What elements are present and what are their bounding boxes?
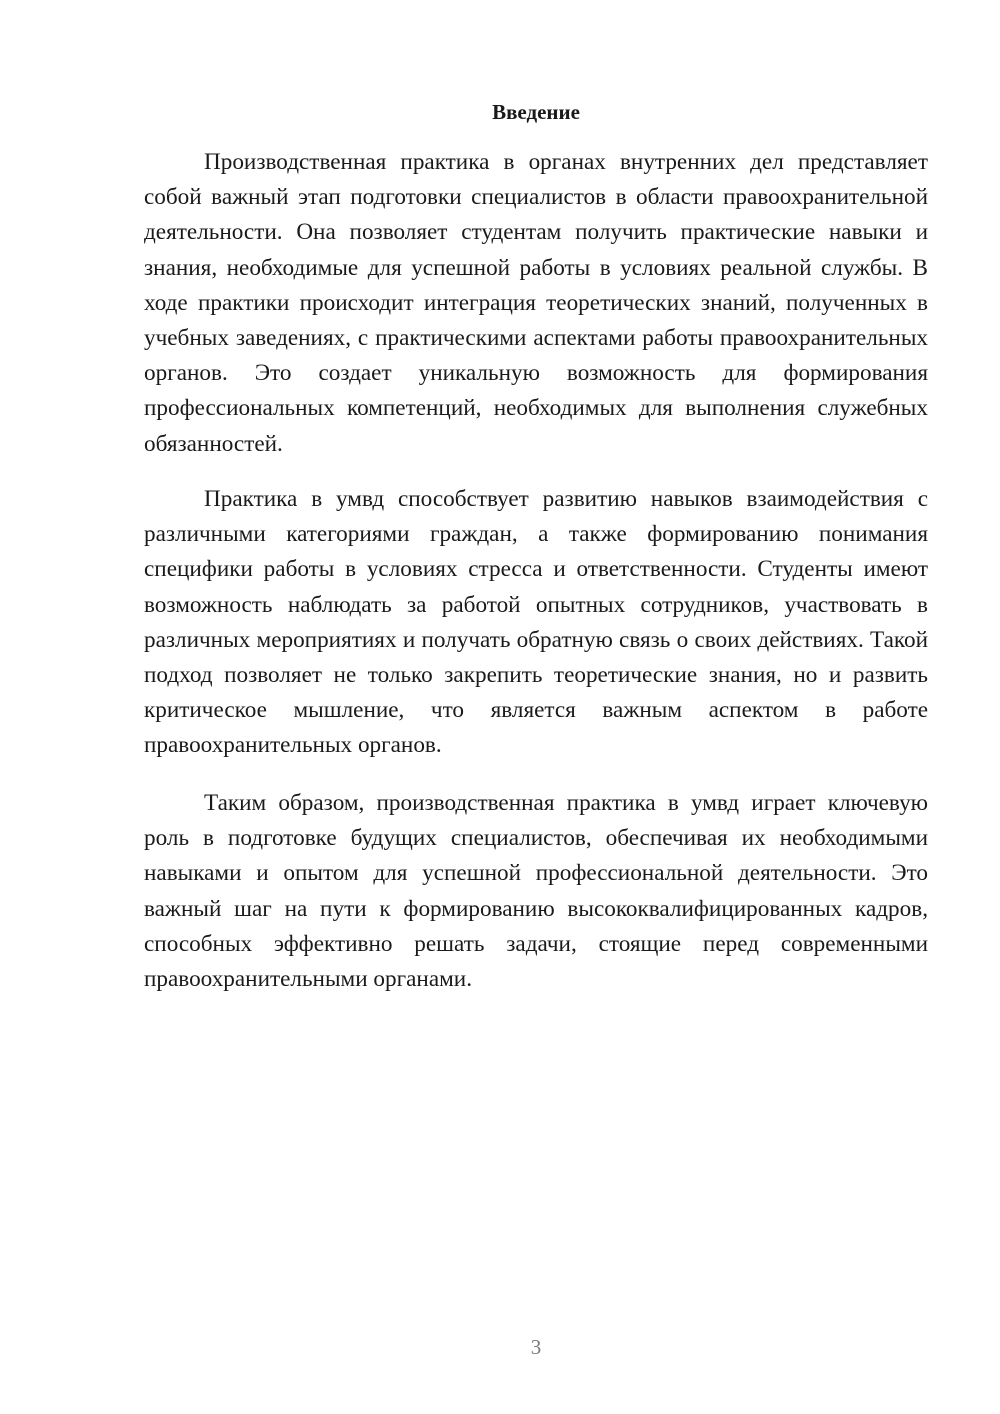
paragraph-1: Производственная практика в органах внутренних дел представляет собой важный этап подготовки специалистов в области правоохранительной деятельности. Она позволяет студентам получить практические навыки и знания, необходимые для успешной работы в условиях реальной службы. В ходе практики происходит интеграция теоретических знаний, полученных в учебных заведениях, с практическими аспектами работы правоохранительных органов. Это создает уникальную возможность для формирования профессиональных компетенций, необходимых для выполнения служебных обязанностей. [144,149,928,457]
paragraph-3: Таким образом, производственная практика в умвд играет ключевую роль в подготовке будущих специалистов, обеспечивая их необходимыми навыками и опытом для успешной профессиональной деятельности. Это важный шаг на пути к формированию высококвалифицированных кадров, способных эффективно решать задачи, стоящие перед современными правоохранительными органами. [144,790,928,993]
paragraph-2: Практика в умвд способствует развитию навыков взаимодействия с различными категориями граждан, а также формированию понимания специфики работы в условиях стресса и ответственности. Студенты имеют возможность наблюдать за работой опытных сотрудников, участвовать в различных мероприятиях и получать обратную связь о своих действиях. Такой подход позволяет не только закрепить теоретические знания, но и развить критическое мышление, что является важным аспектом в работе правоохранительных органов. [144,486,928,759]
section-title: Введение [492,100,580,124]
paragraph-1-block [144,145,928,462]
page-number: 3 [530,1335,542,1359]
paragraph-3-block [144,786,928,997]
paragraph-2-block [144,482,928,764]
